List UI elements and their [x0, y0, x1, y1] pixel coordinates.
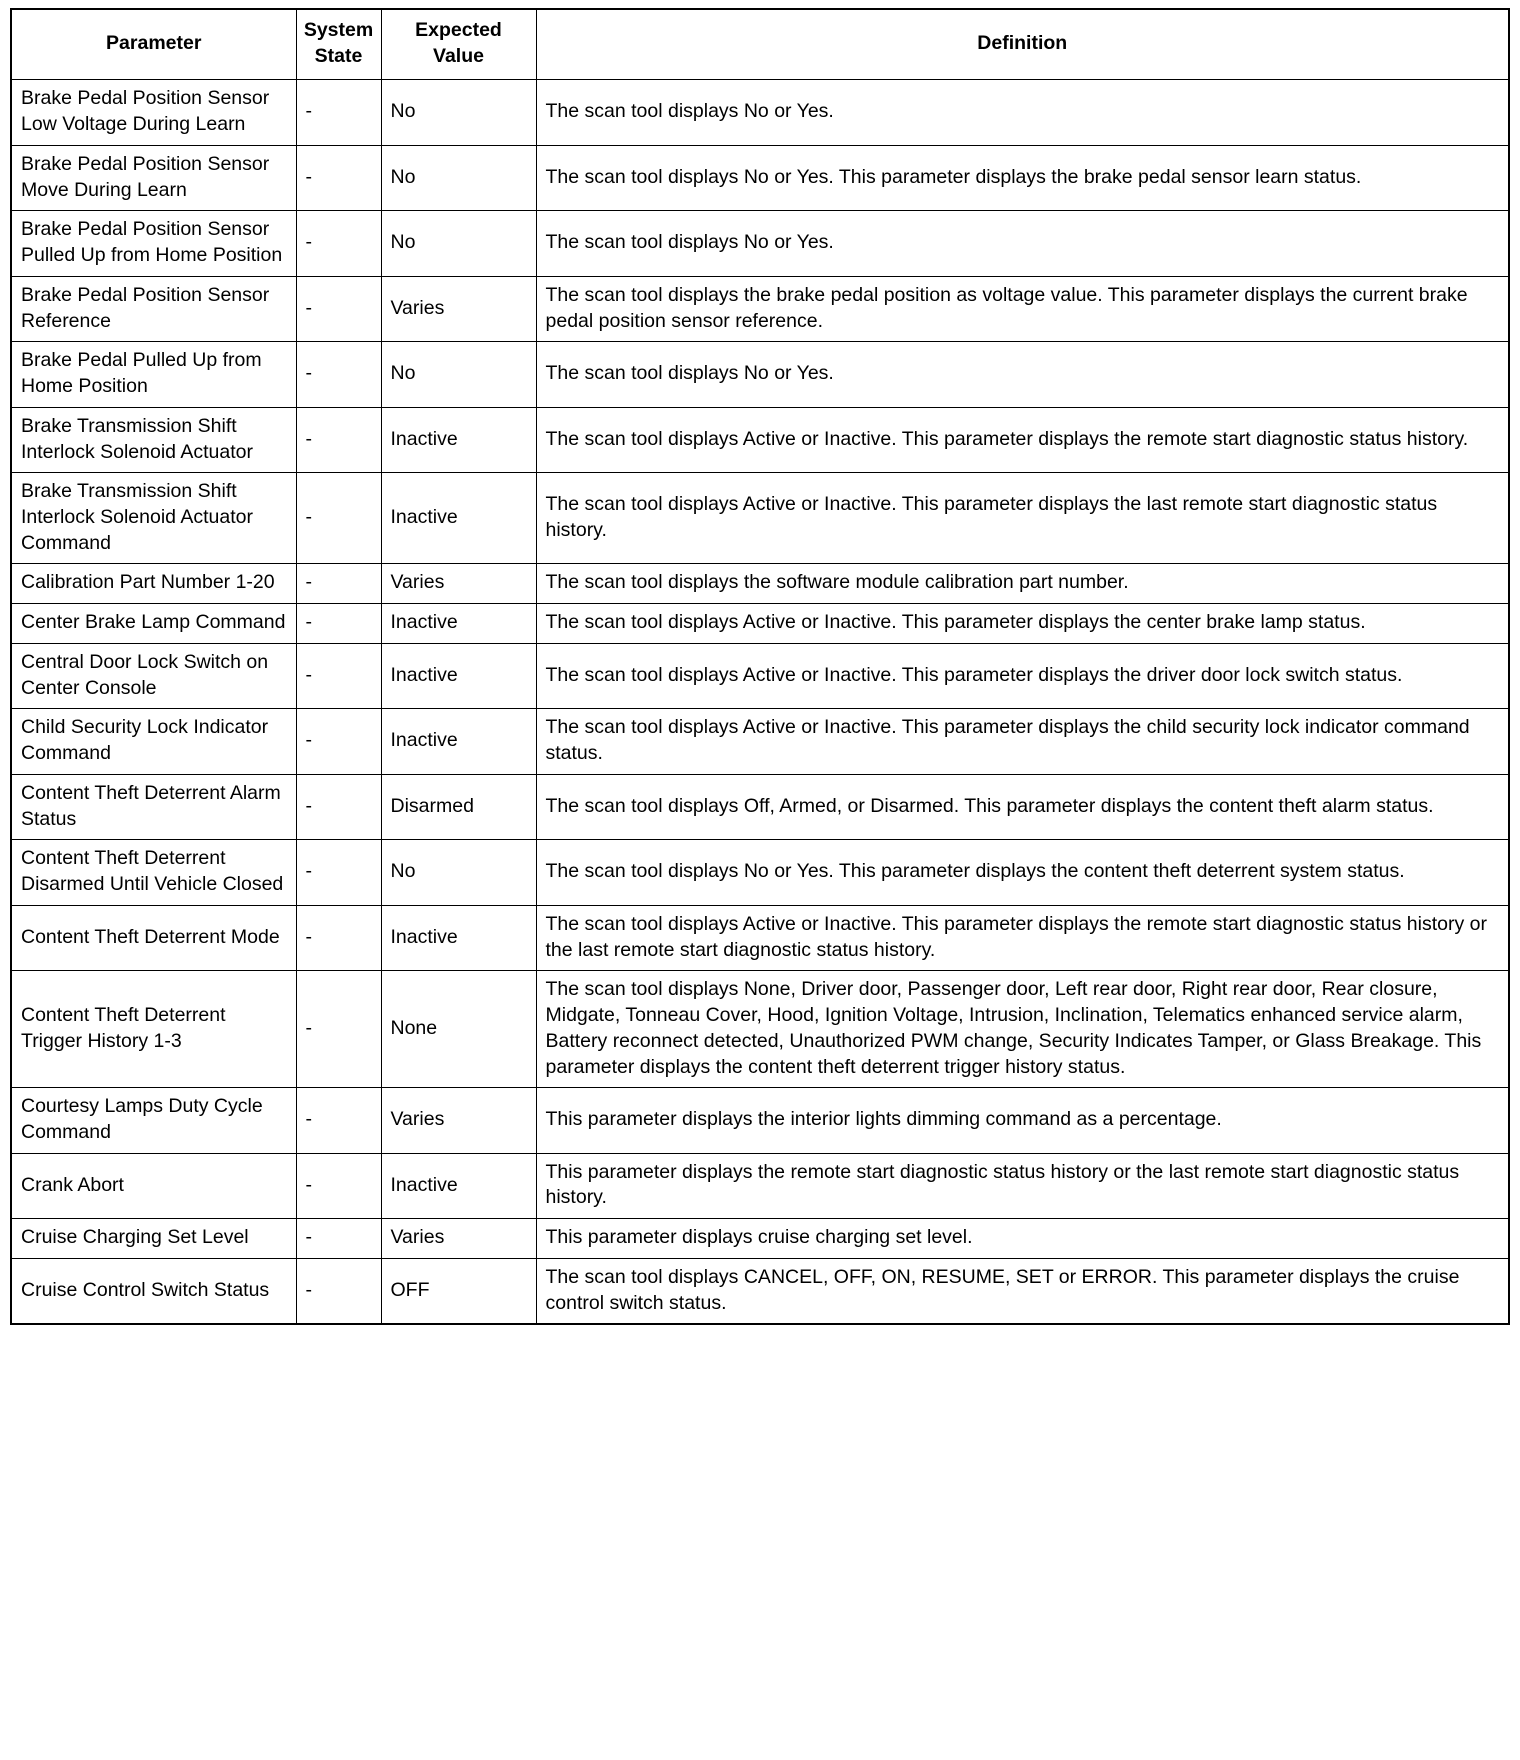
- table-row: [11, 145, 1509, 210]
- cell-definition: The scan tool displays None, Driver door, Passenger door, Left rear door, Right rear door, Rear closure, Midgate, Tonneau Cover, Hood, Ignition Voltage, Intrusion, Inclination, Telematics enhanced service alarm, Battery reconnect detected, Unauthorized PWM change, Security Indicates Tamper, or Glass Breakage. This parameter displays the content theft deterrent trigger history status.: [536, 971, 1509, 1088]
- cell-system-state: -: [296, 840, 381, 905]
- cell-expected-value: Varies: [381, 1088, 536, 1153]
- cell-system-state: -: [296, 145, 381, 210]
- cell-expected-value: Varies: [381, 564, 536, 604]
- table-row: [11, 564, 1509, 604]
- cell-parameter: Cruise Charging Set Level: [11, 1219, 296, 1259]
- table-row: [11, 604, 1509, 644]
- cell-system-state: -: [296, 1153, 381, 1218]
- cell-definition: The scan tool displays No or Yes. This parameter displays the content theft deterrent system status.: [536, 840, 1509, 905]
- cell-system-state: -: [296, 80, 381, 145]
- table-row: [11, 971, 1509, 1088]
- table-row: [11, 709, 1509, 774]
- parameter-definitions-table: [10, 8, 1510, 1325]
- cell-parameter: Crank Abort: [11, 1153, 296, 1218]
- cell-expected-value: Varies: [381, 276, 536, 341]
- cell-parameter: Brake Pedal Position Sensor Pulled Up from Home Position: [11, 211, 296, 276]
- cell-parameter: Brake Transmission Shift Interlock Solenoid Actuator Command: [11, 473, 296, 564]
- table-row: [11, 211, 1509, 276]
- cell-parameter: Cruise Control Switch Status: [11, 1258, 296, 1324]
- cell-system-state: -: [296, 211, 381, 276]
- cell-definition: The scan tool displays Active or Inactive. This parameter displays the last remote start diagnostic status history.: [536, 473, 1509, 564]
- column-header-expected-value: Expected Value: [381, 9, 536, 80]
- cell-parameter: Brake Pedal Position Sensor Reference: [11, 276, 296, 341]
- cell-expected-value: Inactive: [381, 604, 536, 644]
- cell-definition: This parameter displays cruise charging set level.: [536, 1219, 1509, 1259]
- table-row: [11, 774, 1509, 839]
- cell-expected-value: No: [381, 145, 536, 210]
- table-row: [11, 276, 1509, 341]
- table-body: [11, 80, 1509, 1324]
- cell-parameter: Courtesy Lamps Duty Cycle Command: [11, 1088, 296, 1153]
- cell-definition: The scan tool displays No or Yes.: [536, 211, 1509, 276]
- cell-parameter: Content Theft Deterrent Alarm Status: [11, 774, 296, 839]
- table-row: [11, 473, 1509, 564]
- cell-definition: The scan tool displays No or Yes.: [536, 80, 1509, 145]
- cell-system-state: -: [296, 643, 381, 708]
- cell-definition: The scan tool displays Off, Armed, or Disarmed. This parameter displays the content theft alarm status.: [536, 774, 1509, 839]
- cell-parameter: Child Security Lock Indicator Command: [11, 709, 296, 774]
- table-row: [11, 840, 1509, 905]
- cell-definition: This parameter displays the interior lights dimming command as a percentage.: [536, 1088, 1509, 1153]
- column-header-definition: Definition: [536, 9, 1509, 80]
- cell-expected-value: Disarmed: [381, 774, 536, 839]
- cell-parameter: Central Door Lock Switch on Center Console: [11, 643, 296, 708]
- cell-parameter: Calibration Part Number 1-20: [11, 564, 296, 604]
- table-row: [11, 80, 1509, 145]
- cell-system-state: -: [296, 407, 381, 472]
- cell-system-state: -: [296, 1088, 381, 1153]
- cell-definition: This parameter displays the remote start diagnostic status history or the last remote start diagnostic status history.: [536, 1153, 1509, 1218]
- cell-parameter: Content Theft Deterrent Disarmed Until Vehicle Closed: [11, 840, 296, 905]
- cell-definition: The scan tool displays Active or Inactive. This parameter displays the child security lock indicator command status.: [536, 709, 1509, 774]
- cell-definition: The scan tool displays Active or Inactive. This parameter displays the driver door lock switch status.: [536, 643, 1509, 708]
- cell-system-state: -: [296, 276, 381, 341]
- table-row: [11, 1219, 1509, 1259]
- table-row: [11, 905, 1509, 970]
- cell-parameter: Brake Pedal Pulled Up from Home Position: [11, 342, 296, 407]
- cell-definition: The scan tool displays No or Yes. This parameter displays the brake pedal sensor learn status.: [536, 145, 1509, 210]
- cell-expected-value: Inactive: [381, 709, 536, 774]
- cell-system-state: -: [296, 1219, 381, 1259]
- cell-expected-value: None: [381, 971, 536, 1088]
- cell-parameter: Content Theft Deterrent Trigger History 1-3: [11, 971, 296, 1088]
- table-row: [11, 1088, 1509, 1153]
- cell-expected-value: No: [381, 342, 536, 407]
- cell-expected-value: Inactive: [381, 1153, 536, 1218]
- cell-system-state: -: [296, 564, 381, 604]
- table-row: [11, 342, 1509, 407]
- cell-expected-value: Varies: [381, 1219, 536, 1259]
- cell-system-state: -: [296, 604, 381, 644]
- cell-definition: The scan tool displays the brake pedal position as voltage value. This parameter displays the current brake pedal position sensor reference.: [536, 276, 1509, 341]
- table-row: [11, 1153, 1509, 1218]
- cell-system-state: -: [296, 971, 381, 1088]
- cell-system-state: -: [296, 342, 381, 407]
- cell-system-state: -: [296, 709, 381, 774]
- table-row: [11, 643, 1509, 708]
- cell-parameter: Brake Transmission Shift Interlock Solenoid Actuator: [11, 407, 296, 472]
- cell-expected-value: OFF: [381, 1258, 536, 1324]
- table-row: [11, 407, 1509, 472]
- cell-parameter: Center Brake Lamp Command: [11, 604, 296, 644]
- cell-definition: The scan tool displays the software module calibration part number.: [536, 564, 1509, 604]
- cell-parameter: Content Theft Deterrent Mode: [11, 905, 296, 970]
- cell-system-state: -: [296, 774, 381, 839]
- cell-expected-value: Inactive: [381, 905, 536, 970]
- cell-expected-value: No: [381, 80, 536, 145]
- table-header: [11, 9, 1509, 80]
- cell-expected-value: No: [381, 840, 536, 905]
- cell-expected-value: Inactive: [381, 473, 536, 564]
- cell-definition: The scan tool displays Active or Inactive. This parameter displays the center brake lamp status.: [536, 604, 1509, 644]
- cell-definition: The scan tool displays No or Yes.: [536, 342, 1509, 407]
- cell-parameter: Brake Pedal Position Sensor Low Voltage During Learn: [11, 80, 296, 145]
- cell-system-state: -: [296, 473, 381, 564]
- cell-definition: The scan tool displays Active or Inactive. This parameter displays the remote start diagnostic status history or the last remote start diagnostic status history.: [536, 905, 1509, 970]
- cell-definition: The scan tool displays Active or Inactive. This parameter displays the remote start diagnostic status history.: [536, 407, 1509, 472]
- column-header-system-state: System State: [296, 9, 381, 80]
- table-header-row: [11, 9, 1509, 80]
- cell-expected-value: No: [381, 211, 536, 276]
- cell-expected-value: Inactive: [381, 407, 536, 472]
- cell-expected-value: Inactive: [381, 643, 536, 708]
- cell-system-state: -: [296, 905, 381, 970]
- cell-system-state: -: [296, 1258, 381, 1324]
- column-header-parameter: Parameter: [11, 9, 296, 80]
- table-row: [11, 1258, 1509, 1324]
- cell-definition: The scan tool displays CANCEL, OFF, ON, RESUME, SET or ERROR. This parameter displays the cruise control switch status.: [536, 1258, 1509, 1324]
- cell-parameter: Brake Pedal Position Sensor Move During Learn: [11, 145, 296, 210]
